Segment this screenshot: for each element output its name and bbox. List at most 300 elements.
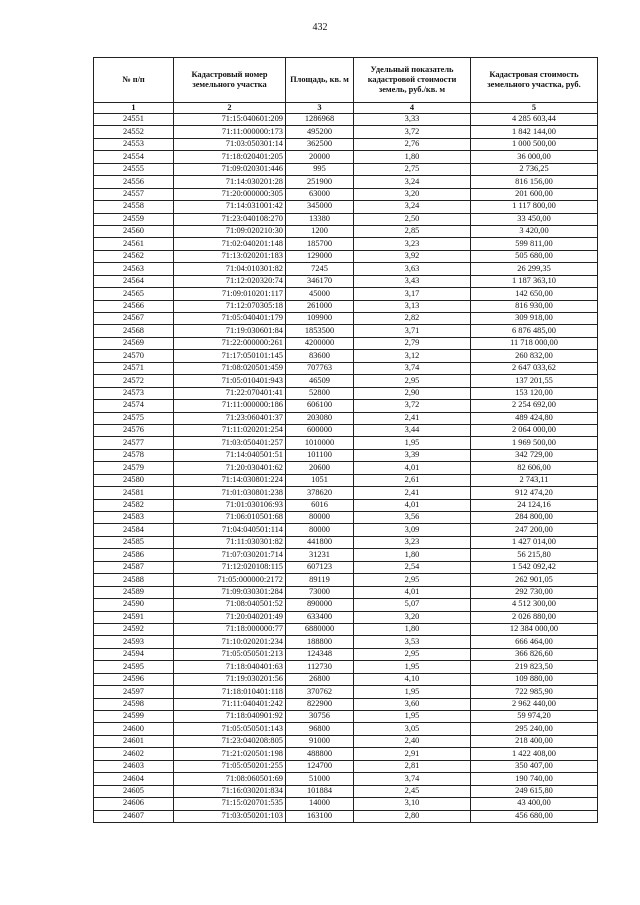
area-cell: 7245 [286, 263, 354, 275]
unit-value-cell: 2,40 [354, 735, 471, 747]
unit-value-cell: 3,12 [354, 350, 471, 362]
unit-value-cell: 3,74 [354, 362, 471, 374]
table-row [94, 760, 598, 772]
table-row [94, 201, 598, 213]
unit-value-cell: 3,63 [354, 263, 471, 275]
table-row [94, 735, 598, 747]
table-row [94, 536, 598, 548]
row-number-cell: 24603 [94, 760, 174, 772]
table-row [94, 151, 598, 163]
table-row [94, 474, 598, 486]
area-cell: 163100 [286, 810, 354, 822]
cadastral-number-cell: 71:03:050401:257 [174, 437, 286, 449]
area-cell: 495200 [286, 126, 354, 138]
row-number-cell: 24590 [94, 599, 174, 611]
area-cell: 45000 [286, 288, 354, 300]
table-row [94, 723, 598, 735]
cadastral-value-cell: 109 880,00 [471, 673, 598, 685]
table-row [94, 487, 598, 499]
unit-value-cell: 3,24 [354, 176, 471, 188]
area-cell: 251900 [286, 176, 354, 188]
cadastral-number-cell: 71:04:010301:82 [174, 263, 286, 275]
table-row [94, 225, 598, 237]
area-cell: 822900 [286, 698, 354, 710]
row-number-cell: 24600 [94, 723, 174, 735]
table-row [94, 711, 598, 723]
cadastral-value-cell: 1 427 014,00 [471, 536, 598, 548]
area-cell: 46509 [286, 375, 354, 387]
cadastral-value-cell: 2 647 033,62 [471, 362, 598, 374]
area-cell: 73000 [286, 586, 354, 598]
area-cell: 14000 [286, 798, 354, 810]
cadastral-value-cell: 1 000 500,00 [471, 138, 598, 150]
row-number-cell: 24569 [94, 337, 174, 349]
cadastral-number-cell: 71:12:020320:74 [174, 275, 286, 287]
row-number-cell: 24552 [94, 126, 174, 138]
unit-value-cell: 1,80 [354, 623, 471, 635]
table-row [94, 114, 598, 126]
row-number-cell: 24551 [94, 114, 174, 126]
unit-value-cell: 2,41 [354, 412, 471, 424]
unit-value-cell: 2,76 [354, 138, 471, 150]
row-number-cell: 24573 [94, 387, 174, 399]
cadastral-value-cell: 292 730,00 [471, 586, 598, 598]
table-row [94, 798, 598, 810]
cadastral-value-cell: 2 962 440,00 [471, 698, 598, 710]
area-cell: 6016 [286, 499, 354, 511]
cadastral-value-cell: 912 474,20 [471, 487, 598, 499]
table-row [94, 499, 598, 511]
cadastral-number-cell: 71:08:040501:52 [174, 599, 286, 611]
cadastral-number-cell: 71:14:030801:224 [174, 474, 286, 486]
row-number-cell: 24557 [94, 188, 174, 200]
cadastral-number-cell: 71:19:030201:56 [174, 673, 286, 685]
cadastral-number-cell: 71:11:020201:254 [174, 424, 286, 436]
area-cell: 607123 [286, 561, 354, 573]
unit-value-cell: 1,80 [354, 151, 471, 163]
table-row [94, 586, 598, 598]
cadastral-number-cell: 71:05:040401:179 [174, 313, 286, 325]
cadastral-number-cell: 71:01:030801:238 [174, 487, 286, 499]
unit-value-cell: 3,72 [354, 126, 471, 138]
unit-value-cell: 2,80 [354, 810, 471, 822]
unit-value-cell: 3,20 [354, 188, 471, 200]
cadastral-number-cell: 71:21:020501:198 [174, 748, 286, 760]
area-cell: 20600 [286, 462, 354, 474]
area-cell: 26800 [286, 673, 354, 685]
cadastral-value-cell: 33 450,00 [471, 213, 598, 225]
unit-value-cell: 3,60 [354, 698, 471, 710]
table-row [94, 748, 598, 760]
col-header-cadastral-number: Кадастровый номер земельного участка [174, 58, 286, 103]
table-row [94, 661, 598, 673]
area-cell: 52800 [286, 387, 354, 399]
row-number-cell: 24566 [94, 300, 174, 312]
cadastral-value-cell: 1 969 500,00 [471, 437, 598, 449]
row-number-cell: 24556 [94, 176, 174, 188]
table-row [94, 549, 598, 561]
cadastral-value-cell: 2 743,11 [471, 474, 598, 486]
unit-value-cell: 3,53 [354, 636, 471, 648]
table-row [94, 698, 598, 710]
unit-value-cell: 3,39 [354, 449, 471, 461]
row-number-cell: 24584 [94, 524, 174, 536]
cadastral-number-cell: 71:05:000000:2172 [174, 574, 286, 586]
row-number-cell: 24604 [94, 773, 174, 785]
table-row [94, 462, 598, 474]
row-number-cell: 24595 [94, 661, 174, 673]
area-cell: 101884 [286, 785, 354, 797]
table-row [94, 213, 598, 225]
area-cell: 890000 [286, 599, 354, 611]
row-number-cell: 24606 [94, 798, 174, 810]
unit-value-cell: 3,92 [354, 250, 471, 262]
unit-value-cell: 3,74 [354, 773, 471, 785]
cadastral-number-cell: 71:04:040501:114 [174, 524, 286, 536]
area-cell: 91000 [286, 735, 354, 747]
cadastral-number-cell: 71:22:000000:261 [174, 337, 286, 349]
area-cell: 124348 [286, 648, 354, 660]
unit-value-cell: 2,90 [354, 387, 471, 399]
unit-value-cell: 2,45 [354, 785, 471, 797]
col-header-area: Площадь, кв. м [286, 58, 354, 103]
row-number-cell: 24567 [94, 313, 174, 325]
row-number-cell: 24570 [94, 350, 174, 362]
table-row [94, 561, 598, 573]
table-row [94, 400, 598, 412]
unit-value-cell: 2,41 [354, 487, 471, 499]
unit-value-cell: 2,95 [354, 375, 471, 387]
row-number-cell: 24599 [94, 711, 174, 723]
row-number-cell: 24589 [94, 586, 174, 598]
cadastral-value-cell: 190 740,00 [471, 773, 598, 785]
cadastral-value-cell: 249 615,80 [471, 785, 598, 797]
table-row [94, 163, 598, 175]
area-cell: 1051 [286, 474, 354, 486]
row-number-cell: 24579 [94, 462, 174, 474]
cadastral-number-cell: 71:23:040208:805 [174, 735, 286, 747]
area-cell: 1853500 [286, 325, 354, 337]
table-row [94, 313, 598, 325]
cadastral-number-cell: 71:20:030401:62 [174, 462, 286, 474]
cadastral-value-cell: 4 285 603,44 [471, 114, 598, 126]
row-number-cell: 24594 [94, 648, 174, 660]
cadastral-value-cell: 153 120,00 [471, 387, 598, 399]
table-row [94, 275, 598, 287]
unit-value-cell: 3,05 [354, 723, 471, 735]
row-number-cell: 24580 [94, 474, 174, 486]
table-row [94, 300, 598, 312]
unit-value-cell: 3,10 [354, 798, 471, 810]
area-cell: 13380 [286, 213, 354, 225]
table-row [94, 325, 598, 337]
cadastral-number-cell: 71:18:040401:63 [174, 661, 286, 673]
table-body [94, 114, 598, 823]
cadastral-number-cell: 71:03:050301:14 [174, 138, 286, 150]
cadastral-value-cell: 2 064 000,00 [471, 424, 598, 436]
row-number-cell: 24558 [94, 201, 174, 213]
unit-value-cell: 3,20 [354, 611, 471, 623]
cadastral-number-cell: 71:14:040501:51 [174, 449, 286, 461]
area-cell: 261000 [286, 300, 354, 312]
unit-value-cell: 2,95 [354, 574, 471, 586]
unit-value-cell: 3,44 [354, 424, 471, 436]
header-row [94, 58, 598, 103]
area-cell: 1200 [286, 225, 354, 237]
cadastral-value-cell: 489 424,80 [471, 412, 598, 424]
cadastral-number-cell: 71:20:000000:305 [174, 188, 286, 200]
row-number-cell: 24572 [94, 375, 174, 387]
area-cell: 203080 [286, 412, 354, 424]
cadastral-number-cell: 71:14:030201:28 [174, 176, 286, 188]
table-row [94, 138, 598, 150]
cadastral-number-cell: 71:02:040201:148 [174, 238, 286, 250]
row-number-cell: 24583 [94, 512, 174, 524]
cadastral-number-cell: 71:18:000000:77 [174, 623, 286, 635]
area-cell: 112730 [286, 661, 354, 673]
unit-value-cell: 3,24 [354, 201, 471, 213]
row-number-cell: 24588 [94, 574, 174, 586]
row-number-cell: 24586 [94, 549, 174, 561]
col-index-4: 4 [354, 103, 471, 114]
row-number-cell: 24563 [94, 263, 174, 275]
cadastral-value-cell: 219 823,50 [471, 661, 598, 673]
cadastral-value-cell: 4 512 300,00 [471, 599, 598, 611]
row-number-cell: 24574 [94, 400, 174, 412]
area-cell: 345000 [286, 201, 354, 213]
table-row [94, 611, 598, 623]
cadastral-number-cell: 71:05:050501:143 [174, 723, 286, 735]
area-cell: 31231 [286, 549, 354, 561]
area-cell: 51000 [286, 773, 354, 785]
table-row [94, 512, 598, 524]
cadastral-value-cell: 2 736,25 [471, 163, 598, 175]
area-cell: 109900 [286, 313, 354, 325]
cadastral-number-cell: 71:05:050201:255 [174, 760, 286, 772]
cadastral-number-cell: 71:03:050201:103 [174, 810, 286, 822]
row-number-cell: 24553 [94, 138, 174, 150]
cadastral-number-cell: 71:07:030201:714 [174, 549, 286, 561]
column-number-row [94, 103, 598, 114]
table-row [94, 176, 598, 188]
cadastral-number-cell: 71:09:030301:284 [174, 586, 286, 598]
unit-value-cell: 4,01 [354, 499, 471, 511]
cadastral-value-cell: 1 422 408,00 [471, 748, 598, 760]
row-number-cell: 24582 [94, 499, 174, 511]
table-row [94, 288, 598, 300]
cadastral-number-cell: 71:15:020701:535 [174, 798, 286, 810]
cadastral-number-cell: 71:16:030201:834 [174, 785, 286, 797]
unit-value-cell: 1,95 [354, 686, 471, 698]
cadastral-number-cell: 71:17:050101:145 [174, 350, 286, 362]
row-number-cell: 24605 [94, 785, 174, 797]
unit-value-cell: 3,33 [354, 114, 471, 126]
cadastral-number-cell: 71:14:031001:42 [174, 201, 286, 213]
cadastral-value-cell: 218 400,00 [471, 735, 598, 747]
row-number-cell: 24575 [94, 412, 174, 424]
unit-value-cell: 3,13 [354, 300, 471, 312]
cadastral-number-cell: 71:11:000000:186 [174, 400, 286, 412]
table-row [94, 673, 598, 685]
table-row [94, 188, 598, 200]
area-cell: 30756 [286, 711, 354, 723]
cadastral-number-cell: 71:11:030301:82 [174, 536, 286, 548]
area-cell: 1010000 [286, 437, 354, 449]
row-number-cell: 24554 [94, 151, 174, 163]
table-row [94, 337, 598, 349]
cadastral-value-cell: 342 729,00 [471, 449, 598, 461]
cadastral-number-cell: 71:05:050501:213 [174, 648, 286, 660]
table-row [94, 449, 598, 461]
cadastral-number-cell: 71:09:020301:446 [174, 163, 286, 175]
row-number-cell: 24576 [94, 424, 174, 436]
unit-value-cell: 1,80 [354, 549, 471, 561]
cadastral-value-cell: 12 384 000,00 [471, 623, 598, 635]
area-cell: 995 [286, 163, 354, 175]
area-cell: 441800 [286, 536, 354, 548]
area-cell: 101100 [286, 449, 354, 461]
unit-value-cell: 3,71 [354, 325, 471, 337]
cadastral-value-cell: 295 240,00 [471, 723, 598, 735]
table-row [94, 350, 598, 362]
unit-value-cell: 3,56 [354, 512, 471, 524]
cadastral-value-cell: 247 200,00 [471, 524, 598, 536]
table-row [94, 785, 598, 797]
area-cell: 80000 [286, 512, 354, 524]
area-cell: 707763 [286, 362, 354, 374]
unit-value-cell: 3,23 [354, 238, 471, 250]
table-row [94, 636, 598, 648]
row-number-cell: 24565 [94, 288, 174, 300]
area-cell: 346170 [286, 275, 354, 287]
area-cell: 4200000 [286, 337, 354, 349]
row-number-cell: 24581 [94, 487, 174, 499]
cadastral-number-cell: 71:18:040901:92 [174, 711, 286, 723]
cadastral-value-cell: 284 800,00 [471, 512, 598, 524]
unit-value-cell: 2,50 [354, 213, 471, 225]
table-row [94, 437, 598, 449]
area-cell: 80000 [286, 524, 354, 536]
col-header-number: № п/п [94, 58, 174, 103]
unit-value-cell: 2,79 [354, 337, 471, 349]
row-number-cell: 24602 [94, 748, 174, 760]
unit-value-cell: 1,95 [354, 661, 471, 673]
area-cell: 488800 [286, 748, 354, 760]
col-index-1: 1 [94, 103, 174, 114]
row-number-cell: 24560 [94, 225, 174, 237]
cadastral-table [93, 57, 598, 823]
cadastral-number-cell: 71:12:070305:18 [174, 300, 286, 312]
area-cell: 600000 [286, 424, 354, 436]
cadastral-number-cell: 71:05:010401:943 [174, 375, 286, 387]
cadastral-number-cell: 71:10:020201:234 [174, 636, 286, 648]
table-row [94, 686, 598, 698]
unit-value-cell: 2,82 [354, 313, 471, 325]
unit-value-cell: 5,07 [354, 599, 471, 611]
cadastral-value-cell: 366 826,60 [471, 648, 598, 660]
cadastral-number-cell: 71:20:040201:49 [174, 611, 286, 623]
area-cell: 188800 [286, 636, 354, 648]
table-row [94, 412, 598, 424]
area-cell: 378620 [286, 487, 354, 499]
area-cell: 1286968 [286, 114, 354, 126]
cadastral-value-cell: 456 680,00 [471, 810, 598, 822]
cadastral-value-cell: 599 811,00 [471, 238, 598, 250]
row-number-cell: 24577 [94, 437, 174, 449]
col-index-2: 2 [174, 103, 286, 114]
cadastral-value-cell: 1 842 144,00 [471, 126, 598, 138]
table-row [94, 387, 598, 399]
table-row [94, 648, 598, 660]
cadastral-value-cell: 6 876 485,00 [471, 325, 598, 337]
page-number: 432 [312, 22, 328, 33]
cadastral-value-cell: 722 985,90 [471, 686, 598, 698]
table-row [94, 599, 598, 611]
cadastral-number-cell: 71:18:010401:118 [174, 686, 286, 698]
unit-value-cell: 4,10 [354, 673, 471, 685]
area-cell: 185700 [286, 238, 354, 250]
row-number-cell: 24578 [94, 449, 174, 461]
row-number-cell: 24592 [94, 623, 174, 635]
cadastral-value-cell: 260 832,00 [471, 350, 598, 362]
area-cell: 96800 [286, 723, 354, 735]
row-number-cell: 24596 [94, 673, 174, 685]
area-cell: 20000 [286, 151, 354, 163]
unit-value-cell: 2,54 [354, 561, 471, 573]
cadastral-value-cell: 1 117 800,00 [471, 201, 598, 213]
area-cell: 83600 [286, 350, 354, 362]
row-number-cell: 24593 [94, 636, 174, 648]
unit-value-cell: 3,72 [354, 400, 471, 412]
table-row [94, 126, 598, 138]
area-cell: 129000 [286, 250, 354, 262]
unit-value-cell: 3,43 [354, 275, 471, 287]
row-number-cell: 24564 [94, 275, 174, 287]
cadastral-number-cell: 71:06:010501:68 [174, 512, 286, 524]
area-cell: 633400 [286, 611, 354, 623]
cadastral-value-cell: 24 124,16 [471, 499, 598, 511]
cadastral-value-cell: 142 650,00 [471, 288, 598, 300]
row-number-cell: 24601 [94, 735, 174, 747]
cadastral-value-cell: 309 918,00 [471, 313, 598, 325]
cadastral-number-cell: 71:23:060401:37 [174, 412, 286, 424]
col-header-unit-value: Удельный показатель кадастровой стоимости земель, руб./кв. м [354, 58, 471, 103]
cadastral-number-cell: 71:18:020401:205 [174, 151, 286, 163]
unit-value-cell: 2,85 [354, 225, 471, 237]
unit-value-cell: 2,95 [354, 648, 471, 660]
table-row [94, 375, 598, 387]
area-cell: 6880000 [286, 623, 354, 635]
row-number-cell: 24555 [94, 163, 174, 175]
row-number-cell: 24597 [94, 686, 174, 698]
cadastral-value-cell: 350 407,00 [471, 760, 598, 772]
unit-value-cell: 3,09 [354, 524, 471, 536]
cadastral-number-cell: 71:11:000000:173 [174, 126, 286, 138]
table-row [94, 238, 598, 250]
col-index-3: 3 [286, 103, 354, 114]
area-cell: 89119 [286, 574, 354, 586]
cadastral-number-cell: 71:13:020201:183 [174, 250, 286, 262]
cadastral-value-cell: 56 215,80 [471, 549, 598, 561]
cadastral-value-cell: 43 400,00 [471, 798, 598, 810]
table-row [94, 623, 598, 635]
unit-value-cell: 4,01 [354, 462, 471, 474]
unit-value-cell: 4,01 [354, 586, 471, 598]
area-cell: 362500 [286, 138, 354, 150]
unit-value-cell: 2,75 [354, 163, 471, 175]
cadastral-value-cell: 1 542 092,42 [471, 561, 598, 573]
cadastral-number-cell: 71:09:020210:30 [174, 225, 286, 237]
